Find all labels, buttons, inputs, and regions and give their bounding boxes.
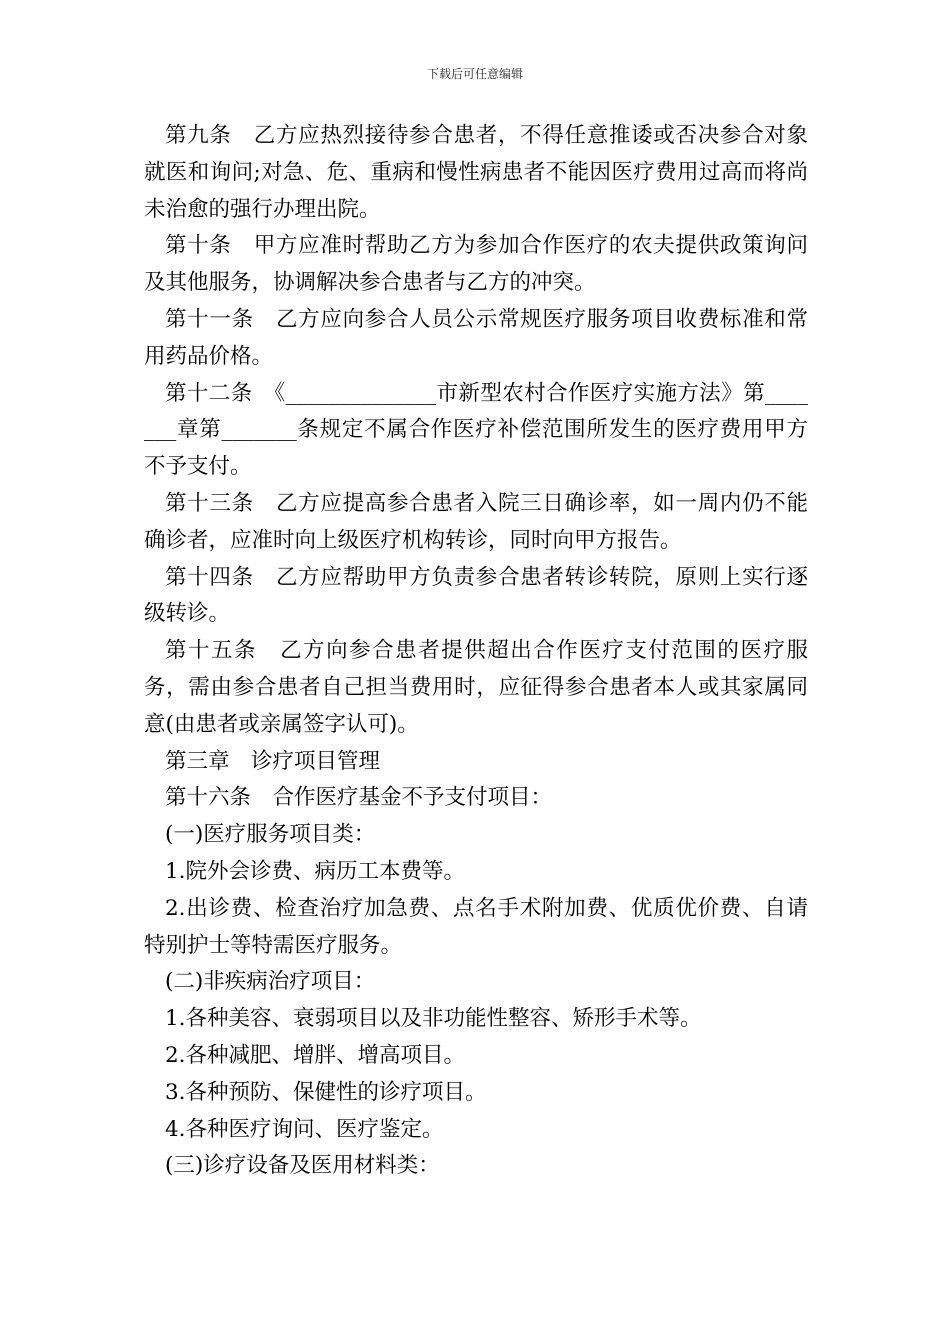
article-12: 第十二条 《______________市新型农村合作医疗实施方法》第_______章第_______条规定不属合作医疗补偿范围所发生的医疗费用甲方不予支付。	[144, 380, 808, 480]
list-item: 4.各种医疗询问、医疗鉴定。	[165, 1116, 444, 1142]
article-16: 第十六条 合作医疗基金不予支付项目：	[165, 785, 553, 811]
list-item: 2.出诊费、检查治疗加急费、点名手术附加费、优质优价费、自请特别护士等特需医疗服务。	[144, 895, 808, 958]
article-11: 第十一条 乙方应向参合人员公示常规医疗服务项目收费标准和常用药品价格。	[144, 306, 808, 369]
list-item: 1.院外会诊费、病历工本费等。	[165, 858, 466, 884]
article-9: 第九条 乙方应热烈接待参合患者，不得任意推诿或否决参合对象就医和询问;对急、危、重病和慢性病患者不能因医疗费用过高而将尚未治愈的强行办理出院。	[144, 123, 808, 222]
article-10: 第十条 甲方应准时帮助乙方为参加合作医疗的农夫提供政策询问及其他服务，协调解决参合患者与乙方的冲突。	[144, 233, 808, 296]
page-header: 下载后可任意编辑	[426, 67, 523, 81]
section-2-heading: (二)非疾病治疗项目：	[165, 969, 376, 995]
article-15: 第十五条 乙方向参合患者提供超出合作医疗支付范围的医疗服务，需由参合患者自己担当费用时，应征得参合患者本人或其家属同意(由患者或亲属签字认可)。	[144, 638, 808, 737]
document-body	[144, 118, 808, 1185]
section-3-heading: (三)诊疗设备及医用材料类：	[165, 1153, 440, 1179]
chapter-3-heading: 第三章 诊疗项目管理	[165, 748, 381, 774]
list-item: 2.各种减肥、增胖、增高项目。	[165, 1042, 466, 1068]
article-14: 第十四条 乙方应帮助甲方负责参合患者转诊转院，原则上实行逐级转诊。	[144, 564, 808, 627]
article-13: 第十三条 乙方应提高参合患者入院三日确诊率，如一周内仍不能确诊者，应准时向上级医疗机构转诊，同时向甲方报告。	[144, 490, 808, 553]
section-1-heading: (一)医疗服务项目类：	[165, 822, 376, 848]
list-item: 3.各种预防、保健性的诊疗项目。	[165, 1079, 487, 1105]
list-item: 1.各种美容、衰弱项目以及非功能性整容、矫形手术等。	[165, 1006, 702, 1032]
